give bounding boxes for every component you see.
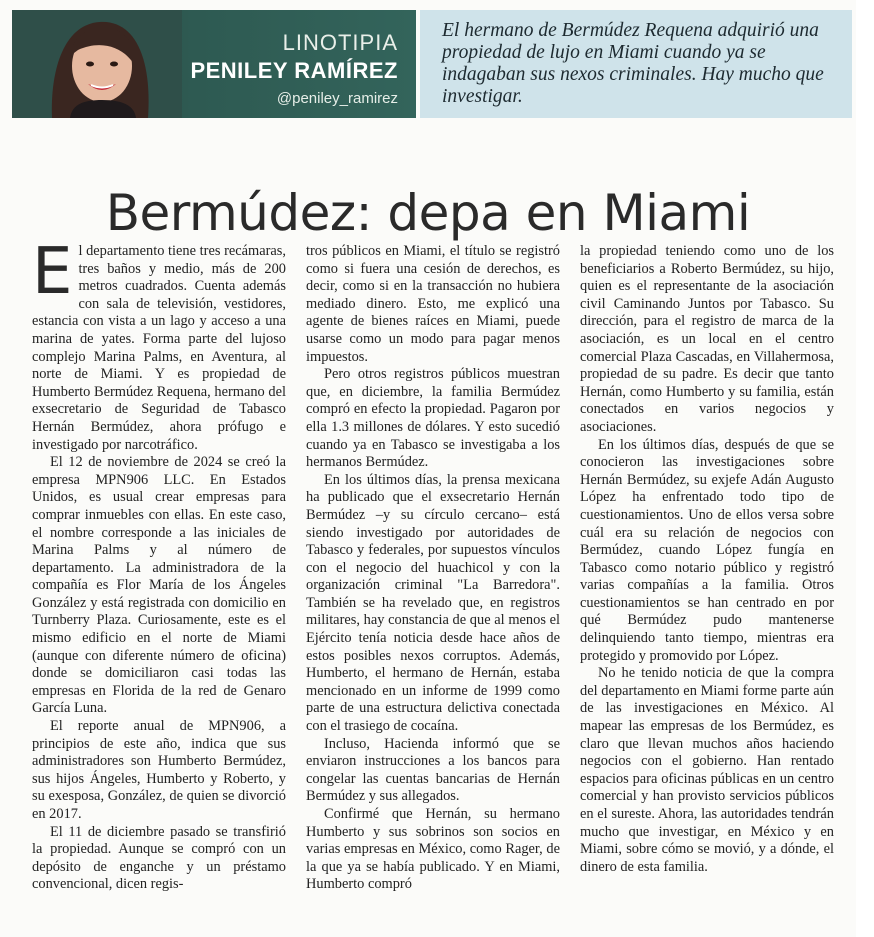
article-paragraph-3: El reporte anual de MPN906, a principios de este año, indica que sus administradores son Humberto Bermúdez, sus hijos Ángeles, Humberto y Roberto, y su exesposa, González, de quien se divorció en 2017. xyxy=(32,718,286,822)
author-name: PENILEY RAMÍREZ xyxy=(190,58,398,83)
author-photo xyxy=(12,10,182,118)
article-paragraph-4: El 11 de diciembre pasado se transfirió la propiedad. Aunque se compró con un depósito de enganche y un préstamo convencional, dicen regis- xyxy=(32,823,286,893)
column-header xyxy=(12,10,852,118)
author-portrait-illustration xyxy=(12,10,182,118)
headline: Bermúdez: depa en Miami xyxy=(105,183,751,242)
teaser-text: El hermano de Bermúdez Requena adquirió una propiedad de lujo en Miami cuando ya se indagaban sus nexos criminales. Hay mucho que investigar. xyxy=(420,10,852,118)
article-column-2 xyxy=(306,243,560,894)
article-paragraph-8-cont: la propiedad teniendo como uno de los beneficiarios a Roberto Bermúdez, su hijo, quien es el representante de la asociación civil Caminando Juntos por Tabasco. Su dirección, para el registro de marca de la asociación, es un local en el centro comercial Plaza Cascadas, en Villahermosa, propiedad de su padre. Es decir que tanto Hernán, como Humberto y su familia, están conectados en varios negocios y asociaciones. xyxy=(580,243,834,435)
article-paragraph-10: No he tenido noticia de que la compra del departamento en Miami forme parte aún de las investigaciones en México. Al mapear las empresas de los Bermúdez, es claro que llevan muchos años haciendo negocios con el gobierno. Han rentado espacios para oficinas públicas en un centro comercial y han provisto servicios públicos en el sureste. Ahora, las autoridades tendrán mucho que investigar, en México y en Miami, sobre cómo se movió, y a dónde, el dinero de esta familia. xyxy=(580,665,834,875)
article-paragraph-7: Incluso, Hacienda informó que se enviaron instrucciones a los bancos para congelar las cuentas bancarias de Hernán Bermúdez y sus allegados. xyxy=(306,735,560,805)
column-name: LINOTIPIA xyxy=(282,30,398,55)
article-paragraph-2: El 12 de noviembre de 2024 se creó la empresa MPN906 LLC. En Estados Unidos, es usual crear empresas para comprar inmuebles con ellas. En este caso, el nombre corresponde a las iniciales de Marina Palms y al número de departamento. La administradora de la compañía es Flor María de los Ángeles González y está registrada con domicilio en Turnberry Plaza. Curiosamente, este es el mismo edificio en el norte de Miami (aunque con diferente número de oficina) donde se domiciliaron casi todas las empresas en Florida de la red de Genaro García Luna. xyxy=(32,454,286,717)
drop-cap: E xyxy=(32,235,73,309)
article-paragraph-1: El departamento tiene tres recámaras, tres baños y medio, más de 200 metros cuadrados. Cuenta además con sala de televisión, vestidores, estancia con vista a un lago y acceso a una marina de yates. Forma parte del lujoso complejo Marina Palms, en Aventura, al norte de Miami. Y es propiedad de Humberto Bermúdez Requena, hermano del exsecretario de Seguridad de Tabasco Hernán Bermúdez, ahora prófugo e investigado por narcotráfico. xyxy=(32,235,286,453)
article-paragraph-4-cont: tros públicos en Miami, el título se registró como si fuera una cesión de derechos, es decir, como si en la transacción no hubiera mediado dinero. Esto, me explicó una agente de bienes raíces en Miami, puede usarse como un modo para pagar menos impuestos. xyxy=(306,243,560,365)
article-column-3 xyxy=(580,243,834,876)
article-column-1 xyxy=(32,235,286,894)
article-paragraph-8: Confirmé que Hernán, su hermano Humberto y sus sobrinos son socios en varias empresas en México, como Rager, de la que ya se había publicado. Y en Miami, Humberto compró xyxy=(306,806,560,893)
article-paragraph-5: Pero otros registros públicos muestran que, en diciembre, la familia Bermúdez compró en efecto la propiedad. Pagaron por ella 1.3 millones de dólares. Y esto sucedió cuando ya en Tabasco se investigaba a los hermanos Bermúdez. xyxy=(306,366,560,471)
author-handle: @peniley_ramirez xyxy=(276,90,398,107)
author-banner xyxy=(12,10,416,118)
byline xyxy=(190,30,398,107)
article-paragraph-9: En los últimos días, después de que se conocieron las investigaciones sobre Hernán Bermúdez, su exjefe Adán Augusto López ha enfrentado todo tipo de cuestionamientos. Uno de ellos versa sobre cuál era su relación de negocios con Bermúdez, cuando López fungía en Tabasco como notario público y registró varias compañías a la familia. Otros cuestionamientos se han centrado en por qué Bermúdez pudo mantenerse delinquiendo tanto tiempo, mientras era protegido y promovido por López. xyxy=(580,436,834,664)
article-paragraph-6: En los últimos días, la prensa mexicana ha publicado que el exsecretario Hernán Bermúdez –y su círculo cercano– está siendo investigado por autoridades de Tabasco y federales, por supuestos vínculos con el negocio del huachicol y con la organización criminal "La Barredora". También se ha revelado que, en registros militares, hay constancia de que al menos el Ejército tenía noticia desde hace años de estos posibles nexos corruptos. Además, Humberto, el hermano de Hernán, estaba mencionado en un informe de 1999 como parte de una estructura delictiva conectada con el trasiego de cocaína. xyxy=(306,471,560,735)
